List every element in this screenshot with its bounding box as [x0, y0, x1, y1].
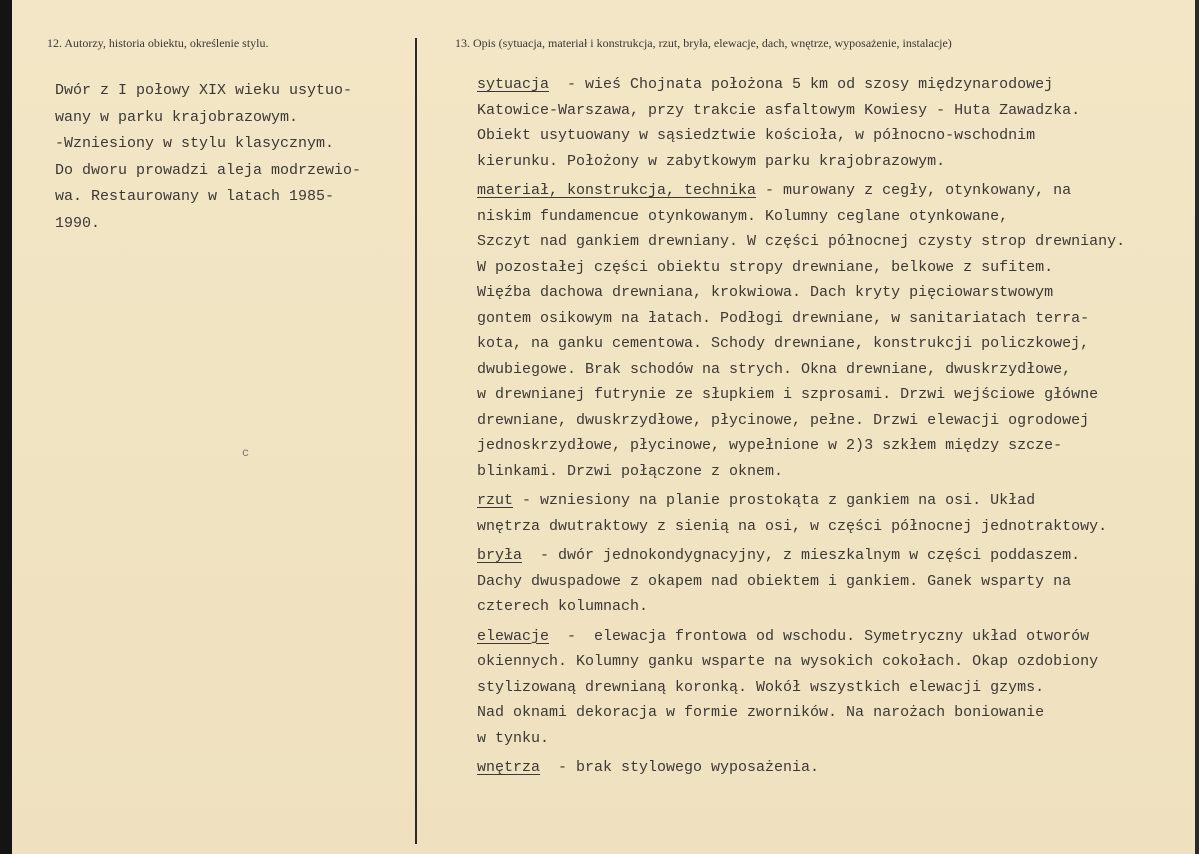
section-line: jednoskrzydłowe, płycinowe, wypełnione w 2)3 szkłem między szcze- [477, 437, 1063, 454]
left-column-heading: 12. Autorzy, historia obiektu, określenie stylu. [47, 36, 269, 50]
section-line: drewniane, dwuskrzydłowe, płycinowe, pełne. Drzwi elewacji ogrodowej [477, 411, 1090, 429]
section-first-line [477, 178, 1192, 204]
section-line: Więźba dachowa drewniana, krokwiowa. Dach kryty pięciowarstwowym [477, 284, 1054, 301]
scan-right-edge [1195, 0, 1199, 854]
section-line: czterech kolumnach. [477, 598, 649, 615]
section-label: bryła [477, 547, 523, 564]
section-line: w tynku. [477, 729, 550, 747]
history-line: Do dworu prowadzi aleja modrzewio- [55, 161, 362, 179]
section-materiał [477, 178, 1192, 484]
section-label: materiał, konstrukcja, technika [477, 182, 757, 199]
right-column-heading: 13. Opis (sytuacja, materiał i konstrukcja, rzut, bryła, elewacje, dach, wnętrze, wyposażenie, instalacje) [455, 36, 952, 50]
section-wnętrza [477, 755, 1192, 781]
section-line: Katowice-Warszawa, przy trakcie asfaltowym Kowiesy - Huta Zawadzka. [477, 101, 1081, 119]
section-line: kota, na ganku cementowa. Schody drewniane, konstrukcji policzkowej, [477, 335, 1090, 352]
section-first-line [477, 755, 1192, 781]
section-first-line [477, 72, 1192, 98]
section-line: gontem osikowym na łatach. Podłogi drewniane, w sanitariatach terra- [477, 309, 1090, 327]
section-line: Obiekt usytuowany w sąsiedztwie kościoła, w północno-wschodnim [477, 127, 1036, 144]
scan-left-edge [0, 0, 12, 854]
section-first-line-text: - wieś Chojnata położona 5 km od szosy międzynarodowej [549, 76, 1054, 93]
section-first-line [477, 624, 1192, 650]
section-sytuacja [477, 72, 1192, 174]
history-line: Dwór z I połowy XIX wieku usytuo- [55, 82, 353, 99]
history-line: wany w parku krajobrazowym. [55, 108, 299, 126]
history-line: -Wzniesiony w stylu klasycznym. [55, 135, 335, 152]
section-bryła [477, 543, 1192, 620]
section-line: w drewnianej futrynie ze słupkiem i szprosami. Drzwi wejściowe główne [477, 386, 1099, 403]
section-line: stylizowaną drewnianą koronką. Wokół wszystkich elewacji gzyms. [477, 678, 1045, 696]
section-line: W pozostałej części obiektu stropy drewniane, belkowe z sufitem. [477, 258, 1054, 276]
column-divider [415, 38, 417, 844]
section-label: wnętrza [477, 759, 541, 776]
section-label: sytuacja [477, 76, 550, 93]
section-line: Dachy dwuspadowe z okapem nad obiektem i gankiem. Ganek wsparty na [477, 572, 1072, 590]
stray-mark: c [242, 446, 250, 460]
section-first-line-text: - murowany z cegły, otynkowany, na [756, 182, 1072, 199]
history-line: 1990. [55, 214, 101, 232]
section-first-line-text: - brak stylowego wyposażenia. [540, 759, 820, 776]
section-line: wnętrza dwutraktowy z sienią na osi, w części północnej jednotraktowy. [477, 517, 1108, 535]
section-line: dwubiegowe. Brak schodów na strych. Okna drewniane, dwuskrzydłowe, [477, 360, 1072, 378]
section-line: okiennych. Kolumny ganku wsparte na wysokich cokołach. Okap ozdobiony [477, 653, 1099, 670]
section-line: kierunku. Położony w zabytkowym parku krajobrazowym. [477, 152, 946, 170]
history-line: wa. Restaurowany w latach 1985- [55, 188, 335, 205]
history-text [55, 78, 361, 237]
section-first-line-text: - dwór jednokondygnacyjny, z mieszkalnym w części poddaszem. [522, 547, 1081, 564]
section-line: niskim fundamencue otynkowanym. Kolumny ceglane otynkowane, [477, 207, 1009, 225]
section-line: Nad oknami dekoracja w formie zworników. Na narożach boniowanie [477, 704, 1045, 721]
section-elewacje [477, 624, 1192, 752]
section-rzut [477, 488, 1192, 539]
section-label: elewacje [477, 627, 550, 645]
section-label: rzut [477, 492, 514, 509]
section-first-line-text: - elewacja frontowa od wschodu. Symetryczny układ otworów [549, 627, 1090, 645]
section-first-line-text: - wzniesiony na planie prostokąta z gankiem na osi. Układ [513, 492, 1036, 509]
description-text [477, 72, 1192, 785]
section-line: blinkami. Drzwi połączone z oknem. [477, 462, 784, 480]
section-line: Szczyt nad gankiem drewniany. W części północnej czysty strop drewniany. [477, 233, 1126, 250]
section-first-line [477, 543, 1192, 569]
section-first-line [477, 488, 1192, 514]
